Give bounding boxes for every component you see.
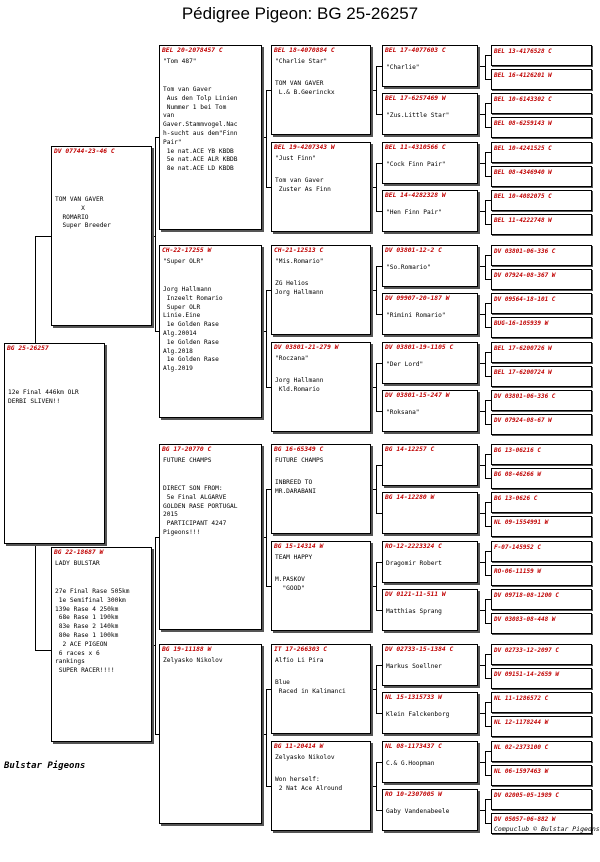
great-grandparent-box[interactable] [271,541,371,631]
great-grandparent-box[interactable] [271,741,371,831]
pigeon-description: Jorg Hallmann Inzeelt Romario Super OLR Linie.Eine 1e Golden Rase Alg.20014 1e Golden Rase Alg.2018 1e Golden Rase Alg.2019 [163,286,223,373]
gen6-ancestor-box[interactable]: NL 11-1286572 C [491,692,592,713]
gen6-ancestor-box[interactable]: BEL 16-4126201 W [491,69,592,90]
connector-line [371,689,376,690]
connector-line [485,303,486,327]
connector-line [478,211,485,212]
gen5-ancestor-box[interactable] [382,390,478,432]
pigeon-description: Jorg Hallmann Kld.Romario [275,377,324,393]
pigeon-description: INBREED TO MR.DARABANI [275,479,316,495]
connector-line [485,702,486,726]
pigeon-name: "Super OLR" [163,258,204,265]
pigeon-name: C.& G.Hoopman [386,760,435,767]
connector-line [478,665,485,666]
connector-line [485,55,486,79]
pigeon-description: Tom van Gaver Zuster As Finn [275,177,331,193]
gen6-ancestor-box[interactable]: BG 08-46266 W [491,468,592,489]
gen6-ancestor-box[interactable]: DV 09718-08-1200 C [491,589,592,610]
grandparent-box[interactable] [159,245,262,418]
pigeon-name: "Roksana" [386,409,420,416]
gen6-ancestor-box[interactable]: DV 07924-08-367 W [491,269,592,290]
breeder-brand: Bulstar Pigeons [4,761,86,771]
gen6-ancestor-box[interactable]: RO-06-11159 W [491,565,592,586]
dam-box[interactable] [51,547,152,742]
gen5-ancestor-box[interactable] [382,444,478,486]
ring-number: DV 03801-15-247 W [385,392,450,399]
gen6-ancestor-box[interactable]: DV 02005-05-1989 C [491,789,592,810]
pigeon-name: FUTURE CHAMPS [163,457,212,464]
connector-line [371,489,376,490]
connector-line [478,266,485,267]
pigeon-name: Zelyasko Nikolov [275,754,335,761]
gen5-ancestor-box[interactable] [382,589,478,631]
connector-line [155,537,156,734]
dam-description: 27e Final Rase 505km 1e Semifinal 300km 139e Rase 4 250km 68e Rase 1 190km 83e Rase 2 140km 80e Rase 1 100km 2 ACE PIGEON 6 races x 6 rankings SUPER RACER!!!! [55,588,130,675]
gen5-ancestor-box[interactable] [382,741,478,783]
gen6-ancestor-box[interactable]: DV 09564-18-101 C [491,293,592,314]
ring-number: BEL 19-4207343 W [274,144,335,151]
connector-line [478,713,485,714]
pigeon-name: "So.Romario" [386,264,431,271]
connector-line [485,400,486,424]
gen6-ancestor-box[interactable]: NL 06-1597463 W [491,765,592,786]
subject-ring-number: BG 25-26257 [7,345,49,352]
ring-number: BEL 17-6257469 W [385,95,446,102]
connector-line [371,187,376,188]
gen5-ancestor-box[interactable] [382,245,478,287]
ring-number: DV 0121-11-511 W [385,591,446,598]
connector-line [485,502,486,526]
gen5-ancestor-box[interactable] [382,45,478,87]
pigeon-name: TEAM HAPPY [275,554,313,561]
gen6-ancestor-box[interactable]: BG 13-06216 C [491,444,592,465]
gen5-ancestor-box[interactable] [382,644,478,686]
pigeon-description: M.PASKOV "GOOD" [275,576,305,592]
connector-line [485,551,486,575]
ring-number: BEL 14-4282328 W [385,192,446,199]
connector-line [478,66,485,67]
connector-line [485,654,486,678]
gen5-ancestor-box[interactable] [382,789,478,831]
ring-number: BEL 20-2078457 C [162,47,223,54]
connector-line [152,236,155,237]
ring-number: BG 19-11188 W [162,646,212,653]
gen6-ancestor-box[interactable]: DV 03801-06-336 C [491,245,592,266]
gen6-ancestor-box[interactable]: BEL 17-6200724 W [491,366,592,387]
ring-number: DV 03801-21-279 W [274,344,339,351]
connector-line [35,544,36,650]
gen6-ancestor-box[interactable]: DV 09151-14-2659 W [491,668,592,689]
great-grandparent-box[interactable] [271,644,371,734]
pigeon-name: "Der Lord" [386,361,424,368]
ring-number: RO 10-2307005 W [385,791,442,798]
gen6-ancestor-box[interactable]: BEL 10-6143302 C [491,93,592,114]
page-title: Pédigree Pigeon: BG 25-26257 [181,4,419,23]
gen5-ancestor-box[interactable] [382,93,478,135]
connector-line [35,650,51,651]
connector-line [478,610,485,611]
gen5-ancestor-box[interactable] [382,342,478,384]
connector-line [485,799,486,823]
pigeon-name: Klein Falckenborg [386,711,450,718]
gen5-ancestor-box[interactable] [382,541,478,583]
gen6-ancestor-box[interactable]: BG 13-0626 C [491,492,592,513]
ring-number: BEL 11-4310566 C [385,144,446,151]
connector-line [371,387,376,388]
connector-line [485,152,486,176]
grandparent-box[interactable] [159,644,262,824]
gen6-ancestor-box[interactable]: BEL 11-4222748 W [491,214,592,235]
dam-ring-number: BG 22-18687 W [54,549,104,556]
ring-number: CH-21-12513 C [274,247,324,254]
connector-line [485,200,486,224]
connector-line [478,163,485,164]
connector-line [376,266,377,314]
connector-line [478,513,485,514]
gen6-ancestor-box[interactable]: DV 02733-12-2097 C [491,644,592,665]
gen5-ancestor-box[interactable] [382,142,478,184]
pigeon-name: FUTURE CHAMPS [275,457,324,464]
pigeon-name: "Tom 487" [163,58,197,65]
connector-line [371,786,376,787]
sire-ring-number: DV 07744-23-46 C [54,148,115,155]
connector-line [35,236,51,237]
ring-number: BEL 18-4070884 C [274,47,335,54]
connector-line [478,762,485,763]
great-grandparent-box[interactable] [271,45,371,135]
ring-number: BEL 17-4077603 C [385,47,446,54]
connector-line [485,599,486,623]
connector-line [376,762,377,810]
pigeon-name: "Charlie Star" [275,58,328,65]
great-grandparent-box[interactable] [271,142,371,232]
connector-line [35,236,36,343]
gen6-ancestor-box[interactable]: BEL 08-6259143 W [491,117,592,138]
connector-line [485,454,486,478]
pigeon-name: Zelyasko Nikolov [163,657,223,664]
connector-line [376,665,377,713]
pigeon-description: Won herself: 2 Nat Ace Alround [275,776,343,792]
ring-number: CH-22-17255 W [162,247,212,254]
pigeon-name: "Hen Finn Pair" [386,209,442,216]
gen6-ancestor-box[interactable]: BEL 10-4082075 C [491,190,592,211]
ring-number: BG 14-12257 C [385,446,435,453]
gen5-ancestor-box[interactable] [382,190,478,232]
great-grandparent-box[interactable] [271,444,371,534]
pigeon-name: Matthias Sprang [386,608,442,615]
sire-box[interactable] [51,146,152,326]
connector-line [376,66,377,114]
connector-line [376,562,377,610]
pigeon-name [383,502,477,510]
connector-line [478,562,485,563]
ring-number: BG 11-20414 W [274,743,324,750]
pigeon-description: DIRECT SON FROM: 5e Final ALGARVE GOLDEN RASE PORTUGAL 2015 PARTICIPANT 4247 Pigeons!!! [163,485,238,536]
connector-line [376,465,377,513]
ring-number: NL 08-1173437 C [385,743,442,750]
gen6-ancestor-box[interactable]: BEL 17-6200726 W [491,342,592,363]
connector-line [266,689,267,786]
ring-number: DV 09907-20-187 W [385,295,450,302]
connector-line [262,137,266,138]
gen6-ancestor-box[interactable]: NL 12-1178244 W [491,716,592,737]
gen6-ancestor-box[interactable]: NL 02-2373100 C [491,741,592,762]
connector-line [376,363,377,411]
ring-number: BG 14-12280 W [385,494,435,501]
gen6-ancestor-box[interactable]: BEL 08-4346940 W [491,166,592,187]
connector-line [262,331,266,332]
pigeon-description: ZG Helios Jorg Hallmann [275,280,324,296]
great-grandparent-box[interactable] [271,342,371,432]
dam-name: LADY BULSTAR [55,560,100,567]
gen6-ancestor-box[interactable]: BEL 10-4241525 C [491,142,592,163]
connector-line [485,103,486,127]
connector-line [478,411,485,412]
pigeon-name: Dragomir Robert [386,560,442,567]
gen6-ancestor-box[interactable]: BEL 13-4176528 C [491,45,592,66]
connector-line [262,734,266,735]
pigeon-name: "Zus.Little Star" [386,112,450,119]
subject-description: 12e Final 446km OLR DERBI SLIVEN!! [8,389,79,405]
grandparent-box[interactable] [159,45,262,230]
pigeon-description: Blue Raced in Kalimanci [275,679,346,695]
connector-line [478,465,485,466]
connector-line [485,751,486,775]
gen5-ancestor-box[interactable] [382,692,478,734]
pigeon-name: Alfio Li Pira [275,657,324,664]
connector-line [376,163,377,211]
sire-description: TOM VAN GAVER X ROMARIO Super Breeder [55,196,111,230]
pigeon-name: "Cock Finn Pair" [386,161,446,168]
ring-number: BG 17-20770 C [162,446,212,453]
pigeon-description: TOM VAN GAVER L.& B.Geerinckx [275,80,335,96]
grandparent-box[interactable] [159,444,262,630]
connector-line [155,137,156,331]
ring-number: IT 17-266303 C [274,646,328,653]
connector-line [485,255,486,279]
ring-number: DV 03801-12-2 C [385,247,442,254]
gen6-ancestor-box[interactable]: DV 03801-06-336 C [491,390,592,411]
connector-line [371,290,376,291]
gen5-ancestor-box[interactable] [382,492,478,534]
ring-number: DV 02733-15-1384 C [385,646,454,653]
gen6-ancestor-box[interactable]: DV 05057-06-882 W [491,813,592,834]
connector-line [262,537,266,538]
connector-line [266,90,267,187]
pigeon-name: "Roczana" [275,355,309,362]
pigeon-name: "Rimini Romario" [386,312,446,319]
ring-number: BG 15-14314 W [274,543,324,550]
pigeon-name: "Just Finn" [275,155,316,162]
great-grandparent-box[interactable] [271,245,371,335]
pigeon-name: "Charlie" [386,64,420,71]
ring-number: NL 15-1315733 W [385,694,442,701]
subject-box[interactable] [4,343,105,544]
connector-line [371,586,376,587]
connector-line [478,363,485,364]
pigeon-name [383,454,477,462]
gen6-ancestor-box[interactable]: DV 03083-08-448 W [491,613,592,634]
gen6-ancestor-box[interactable]: DV 07924-08-67 W [491,414,592,435]
connector-line [478,314,485,315]
connector-line [266,489,267,586]
connector-line [485,352,486,376]
connector-line [152,645,155,646]
connector-line [266,290,267,387]
pigeon-name: "Mis.Romario" [275,258,324,265]
gen5-ancestor-box[interactable] [382,293,478,335]
connector-line [478,114,485,115]
ring-number: DV 03801-19-1105 C [385,344,454,351]
gen6-ancestor-box[interactable]: F-07-145952 C [491,541,592,562]
connector-line [371,90,376,91]
gen6-ancestor-box[interactable]: BUG-16-105939 W [491,317,592,338]
connector-line [478,810,485,811]
pigeon-description: Tom van Gaver Aus den Tolp Linien Nummer 1 bei Tom van Gaver.Stammvogel.Nac h-sucht aus dem"Finn Pair" 1e nat.ACE YB KBDB 5e nat.ACE ALR KBDB 8e nat.ACE LD KBDB [163,86,238,173]
pigeon-name: Gaby Vandenabeele [386,808,450,815]
gen6-ancestor-box[interactable]: NL 09-1554991 W [491,516,592,537]
ring-number: RO-12-2223324 C [385,543,442,550]
footer-credit: Compuclub © Bulstar Pigeons [494,825,600,833]
ring-number: BG 16-65349 C [274,446,324,453]
pigeon-name: Markus Soellner [386,663,442,670]
